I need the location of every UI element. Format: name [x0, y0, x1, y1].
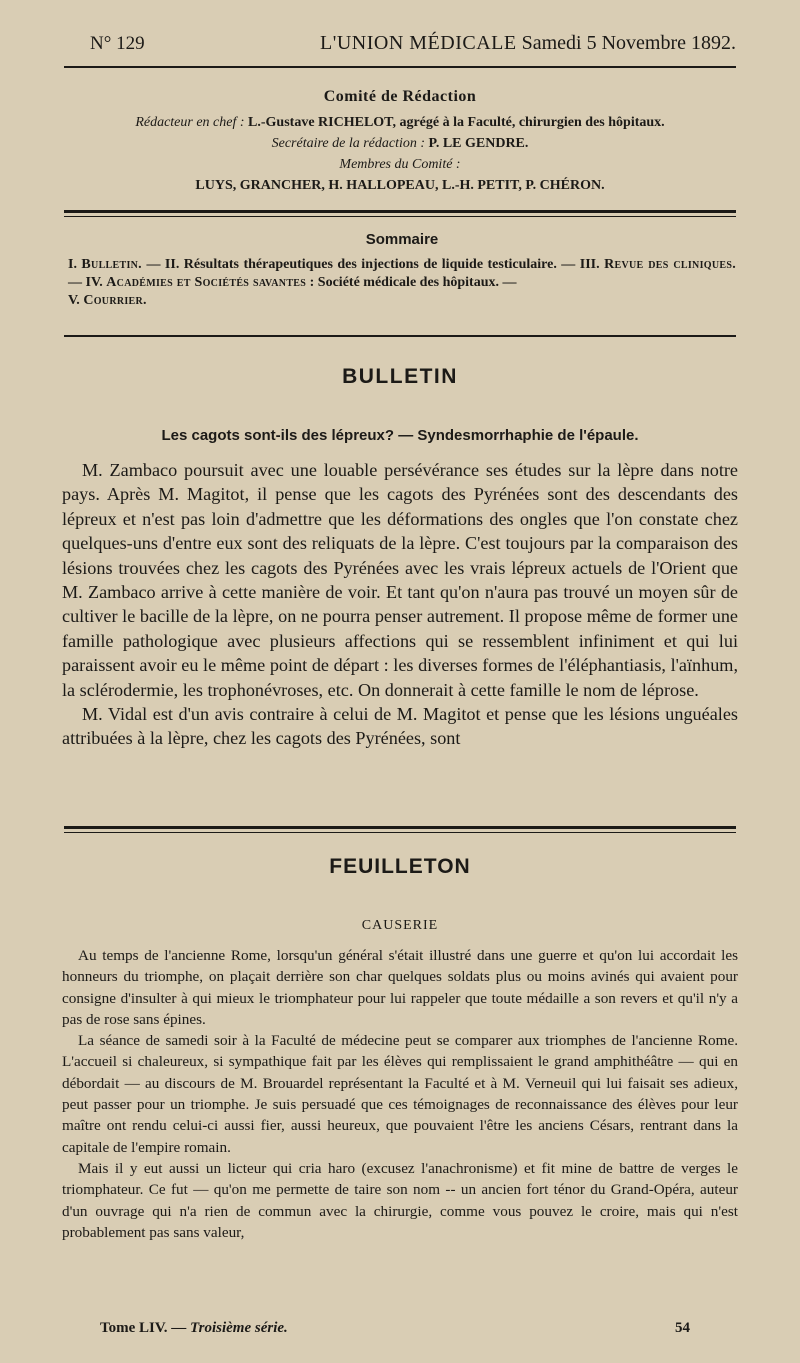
feuilleton-paragraph: La séance de samedi soir à la Faculté de médecine peut se comparer aux triomphes de l'ancienne Rome. L'accueil si chaleureux, si sympathique fait par les élèves qui remplissaient le grand amphithéâtre — qui en débordait — au discours de M. Brouardel représentant la Faculté et à M. Verneuil qui lui faisait ses adieux, peut passer pour un triomphe. Je suis persuadé que ces témoignages de reconnaissance des élèves pour leur maître ont rendu celui-ci aussi fier, aussi heureux, que pouvaient l'être les anciens Césars, rentrant dans la capitale de l'empire romain. [62, 1032, 738, 1156]
sommaire-body [68, 256, 736, 310]
sommaire-iii-label: Revue des cliniques. [604, 257, 737, 272]
bulletin-paragraph: M. Vidal est d'un avis contraire à celui de M. Magitot et pense que les lésions unguéales attribuées à la lèpre, chez les cagots des Pyrénées, sont [62, 704, 738, 749]
bulletin-body [62, 458, 738, 751]
sommaire-title: Sommaire [365, 231, 439, 248]
comite-rule-thick [64, 210, 736, 213]
sommaire-i-label: Bulletin. [81, 257, 142, 272]
secretaire-label: Secrétaire de la rédaction : [271, 136, 426, 151]
bulletin-paragraph: M. Zambaco poursuit avec une louable persévérance ses études sur la lèpre dans notre pays. Après M. Magitot, il pense que les cagots des Pyrénées sont des descendants des lépreux et n'est pas loin d'admettre que les déformations des ongles que l'on constate chez quelques-uns d'entre eux sont des reliquats de la lèpre. C'est toujours par la comparaison des lésions trouvées chez les cagots des Pyrénées avec les vrais lépreux actuels de l'Orient que M. Zambaco arrive à cette manière de voir. Et tant qu'on n'aura pas trouvé un moyen sûr de cultiver le bacille de la lèpre, on ne pourra penser autrement. Il propose même de former une famille pathologique avec plusieurs affections qui se ressemblent infiniment et qui lui paraissent avoir eu le même point de départ : les diverses formes de l'éléphantiasis, l'aïnhum, la sclérodermie, les trophonévroses, etc. On donnerait à cette famille le nom de léprose. [62, 460, 738, 700]
comite-rule-thin [64, 216, 736, 217]
sommaire-ii: — II. Résultats thérapeutiques des injections de liquide testiculaire. — III. [146, 257, 600, 272]
comite-redaction [64, 88, 736, 196]
footer-series: Troisième série. [190, 1320, 288, 1336]
membres-label-text: Membres du Comité : [339, 157, 461, 172]
sommaire-v-num: V. [68, 293, 80, 308]
feuilleton-paragraph: Au temps de l'ancienne Rome, lorsqu'un général s'était illustré dans une guerre et qu'on lui accordait les honneurs du triomphe, on plaçait derrière son char quelques soldats plus ou moins avinés qui avaient pour consigne d'insulter à qui mieux le triomphateur pour lui rappeler que toute médaille a son revers et qu'il n'y a pas de rose sans épines. [62, 947, 738, 1028]
comite-title: Comité de Rédaction [323, 88, 477, 105]
sommaire-i-num: I. [68, 257, 77, 272]
sommaire-iv: — IV. [68, 275, 103, 290]
bulletin-title: BULLETIN [342, 365, 458, 388]
header-rule [64, 66, 736, 68]
sommaire-iv-label: Académies et Sociétés savantes [106, 275, 307, 290]
feuilleton-rule-thin [64, 832, 736, 833]
secretaire-line [64, 133, 736, 154]
causerie-heading: CAUSERIE [361, 918, 439, 933]
page-number: 54 [675, 1320, 690, 1336]
redacteur-value: L.-Gustave RICHELOT, agrégé à la Faculté, chirurgien des hôpitaux. [248, 115, 665, 130]
sommaire-iv-rest: : Société médicale des hôpitaux. — [309, 275, 517, 290]
page-footer [100, 1320, 690, 1337]
issue-number: N° 129 [90, 33, 145, 54]
footer-tome [100, 1320, 288, 1337]
sommaire-v-label: Courrier. [83, 293, 147, 308]
journal-title: L'UNION MÉDICALE [320, 32, 517, 54]
sommaire-rule [64, 335, 736, 337]
feuilleton-title: FEUILLETON [329, 855, 471, 878]
membres-value: LUYS, GRANCHER, H. HALLOPEAU, L.-H. PETIT, P. CHÉRON. [195, 178, 605, 193]
page-header [90, 32, 736, 55]
feuilleton-rule-thick [64, 826, 736, 829]
membres-label [64, 154, 736, 175]
redacteur-line [64, 112, 736, 133]
feuilleton-paragraph: Mais il y eut aussi un licteur qui cria haro (excusez l'anachronisme) et fit mine de battre de verges le triomphateur. Ce fut — qu'on me permette de taire son nom -- un ancien fort ténor du Grand-Opéra, auteur d'un ouvrage qui n'a rien de commun avec la chirurgie, comme vous pouvez le croire, mais qui n'est probablement pas sans valeur, [62, 1159, 738, 1241]
secretaire-value: P. LE GENDRE. [428, 136, 529, 151]
footer-tome-text: Tome LIV. — [100, 1320, 187, 1336]
issue-date: Samedi 5 Novembre 1892. [521, 32, 736, 54]
feuilleton-body [62, 945, 738, 1243]
redacteur-label: Rédacteur en chef : [135, 115, 245, 130]
bulletin-subtitle: Les cagots sont-ils des lépreux? — Syndesmorrhaphie de l'épaule. [161, 427, 639, 444]
sommaire [68, 231, 736, 310]
